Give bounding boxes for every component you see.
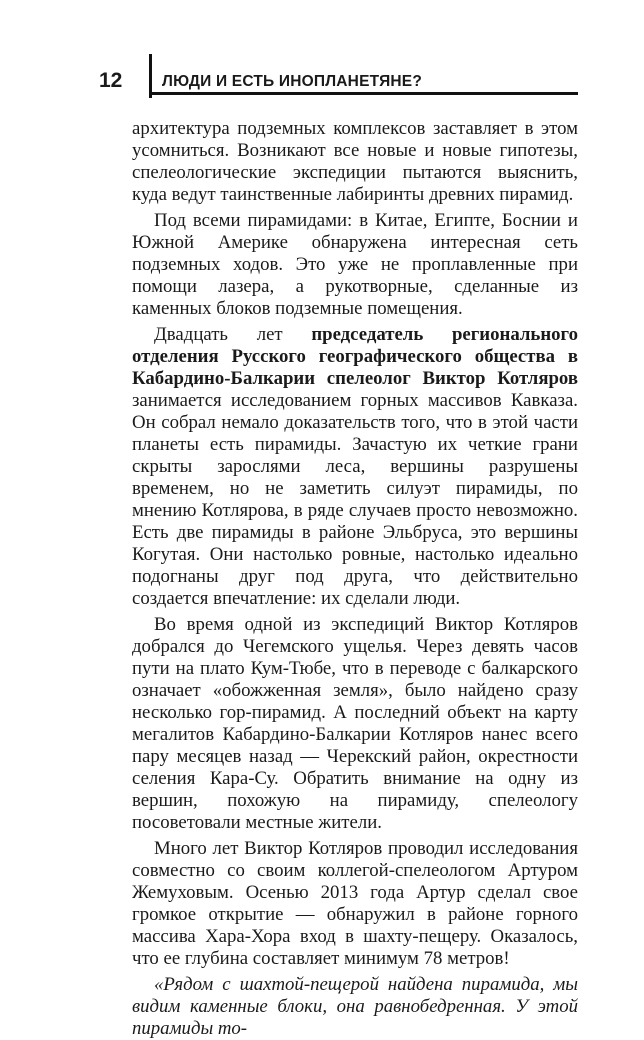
running-title: ЛЮДИ И ЕСТЬ ИНОПЛАНЕТЯНЕ? (162, 73, 423, 90)
paragraph-5: Много лет Виктор Котляров проводил исследования совместно со своим коллегой-спелеологом Артуром Жемуховым. Осенью 2013 года Артур сделал свое громкое открытие — обнаружил в районе горного массива Хара-Хора вход в шахту-пещеру. Оказалось, что ее глубина составляет минимум 78 метров! (132, 838, 578, 969)
page-number: 12 (99, 69, 123, 92)
paragraph-4: Во время одной из экспедиций Виктор Котляров добрался до Чегемского ущелья. Через девять часов пути на плато Кум-Тюбе, что в переводе с балкарского означает «обожженная земля», было найдено сразу несколько гор-пирамид. А последний объект на карту мегалитов Кабардино-Балкарии Котляров нанес всего пару месяцев назад — Черекский район, окрестности селения Кара-Су. Обратить внимание на одну из вершин, похожую на пирамиду, спелеологу посоветовали местные жители. (132, 614, 578, 833)
running-header (95, 40, 578, 100)
paragraph-3-rest: занимается исследованием горных массивов Кавказа. Он собрал немало доказательств того, что в этой части планеты есть пирамиды. Зачастую их четкие грани скрыты зарослями леса, вершины разрушены временем, но не заметить силуэт пирамиды, по мнению Котлярова, в ряде случаев просто невозможно. Есть две пирамиды в районе Эльбруса, это вершины Когутая. Они настолько ровные, настолько идеально подогнаны друг под друга, что действительно создается впечатление: их сделали люди. (132, 390, 578, 609)
quote-paragraph: «Рядом с шахтой-пещерой найдена пирамида, мы видим каменные блоки, она равнобедренная. У этой пирамиды то- (132, 974, 578, 1039)
body-text (132, 118, 578, 1040)
paragraph-3-bold-phrase: председатель регионального отделения Русского географического общества в Кабардино-Балкарии спелеолог Виктор Котляров (132, 324, 579, 389)
paragraph-2: Под всеми пирамидами: в Китае, Египте, Боснии и Южной Америке обнаружена интересная сеть подземных ходов. Это уже не проплавленные при помощи лазера, а рукотворные, сделанные из каменных блоков подземные помещения. (132, 210, 578, 319)
paragraph-1: архитектура подземных комплексов заставляет в этом усомниться. Возникают все новые и новые гипотезы, спелеологические экспедиции пытаются выяснить, куда ведут таинственные лабиринты древних пирамид. (132, 118, 578, 205)
paragraph-3-lead: Двадцать лет (154, 324, 312, 345)
paragraph-3 (132, 324, 578, 610)
header-horizontal-rule (149, 92, 578, 95)
